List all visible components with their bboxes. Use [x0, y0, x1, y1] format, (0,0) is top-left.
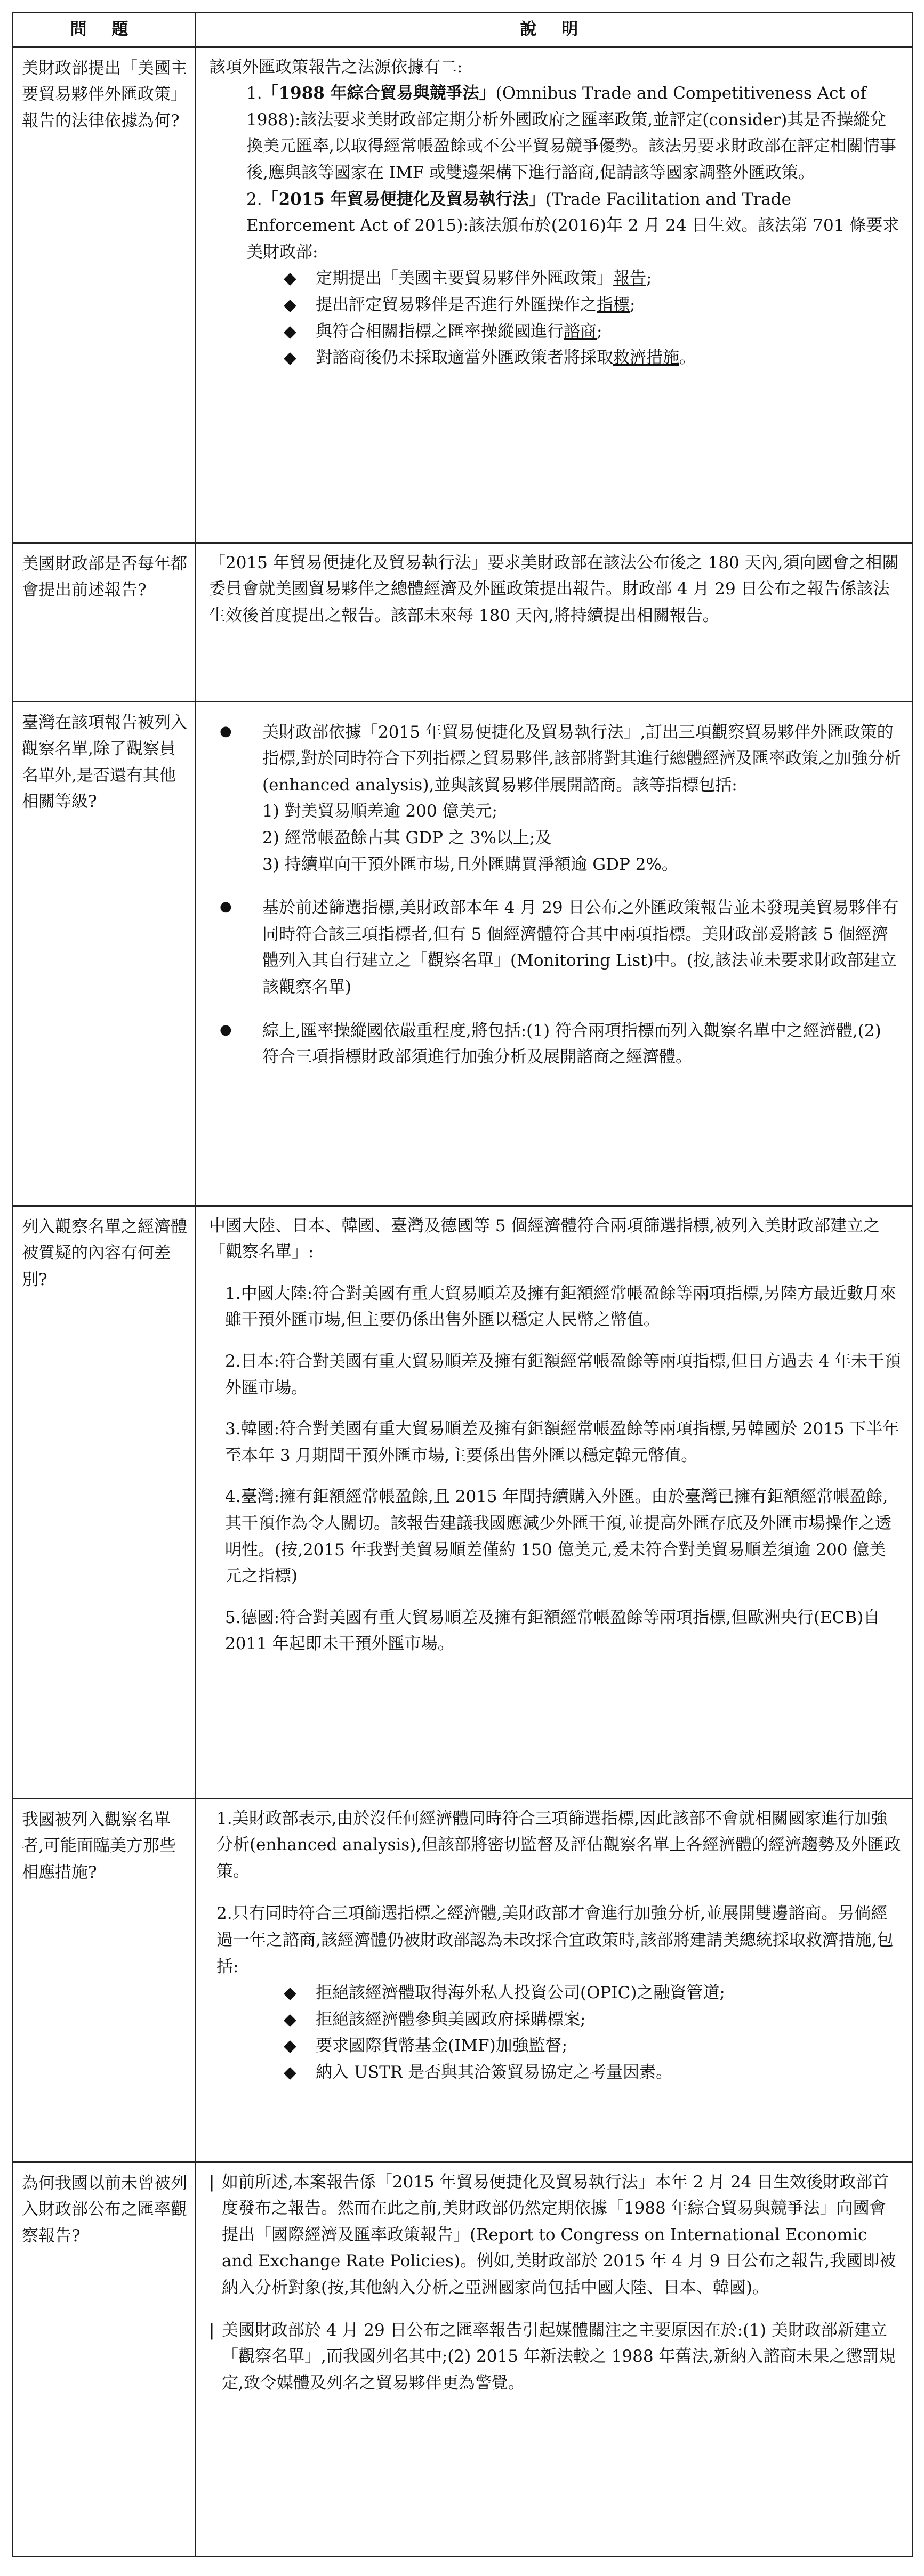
circle-bullet-icon: ● [220, 1021, 232, 1038]
answer-intro: 該項外匯政策報告之法源依據有二: [209, 57, 463, 77]
faq-sheet [12, 12, 912, 2557]
table-row [13, 47, 913, 543]
list-item: 1.中國大陸:符合對美國有重大貿易順差及擁有鉅額經常帳盈餘等兩項指標,另陸方最近數月來雖干預外匯市場,但主要仍係出售外匯以穩定人民幣之幣值。 [225, 1283, 896, 1330]
list-item: 2.日本:符合對美國有重大貿易順差及擁有鉅額經常帳盈餘等兩項指標,但日方過去 4 年未干預外匯市場。 [225, 1351, 901, 1398]
diamond-bullet-icon: ◆ [284, 2009, 296, 2029]
answer-cell [196, 701, 913, 1206]
list-item: ◆ 定期提出「美國主要貿易夥伴外匯政策」報告; [284, 265, 902, 292]
header-explanation: 說 明 [196, 13, 913, 47]
faq-table [12, 12, 913, 2557]
list-item: | 美國財政部於 4 月 29 日公布之匯率報告引起媒體關注之主要原因在於:(1) 美財政部新建立「觀察名單」,而我國列名其中;(2) 2015 年新法較之 1988 年舊法,新納入諮商未果之懲罰規定,致令媒體及列名之貿易夥伴更為警覺。 [209, 2317, 902, 2397]
answer-cell: 「2015 年貿易便捷化及貿易執行法」要求美財政部在該法公布後之 180 天內,須向國會之相關委員會就美國貿易夥伴之總體經濟及外匯政策提出報告。財政部 4 月 29 日公布之報告係該法生效後首度提出之報告。該部未來每 180 天內,將持續提出相關報告。 [196, 543, 913, 701]
legal-basis-2: 2.「2015 年貿易便捷化及貿易執行法」(Trade Facilitation and Trade Enforcement Act of 2015):該法頒布於(2016)年 2 月 24 日生效。該法第 701 條要求美財政部: [246, 189, 899, 262]
diamond-bullet-icon: ◆ [284, 2062, 296, 2082]
table-header-row [13, 13, 913, 47]
diamond-bullet-icon: ◆ [284, 295, 296, 314]
bar-marker-icon: | [209, 2172, 215, 2192]
answer-intro: 中國大陸、日本、韓國、臺灣及德國等 5 個經濟體符合兩項篩選指標,被列入美財政部建立之「觀察名單」: [209, 1216, 880, 1262]
table-row [13, 1798, 913, 2162]
circle-bullet-icon: ● [220, 899, 232, 915]
list-item: 4.臺灣:擁有鉅額經常帳盈餘,且 2015 年間持續購入外匯。由於臺灣已擁有鉅額經常帳盈餘,其干預作為令人關切。該報告建議我國應減少外匯干預,並提高外匯存底及外匯市場操作之透明性。(按,2015 年我對美貿易順差僅約 150 億美元,爰未符合對美貿易順差須逾 200 億美元之指標) [225, 1487, 891, 1586]
list-item: ◆ 要求國際貨幣基金(IMF)加強監督; [284, 2033, 902, 2060]
question-cell: 臺灣在該項報告被列入觀察名單,除了觀察員名單外,是否還有其他相關等級? [13, 701, 196, 1206]
diamond-bullet-icon: ◆ [284, 2036, 296, 2056]
bar-marker-icon: | [209, 2320, 215, 2340]
list-item: ● 基於前述篩選指標,美財政部本年 4 月 29 日公布之外匯政策報告並未發現美貿易夥伴有同時符合該三項指標者,但有 5 個經濟體符合其中兩項指標。美財政部爰將該 5 個經濟體列入其自行建立之「觀察名單」(Monitoring List)中。(按,該法並未要求財政部建立該觀察名單) [220, 895, 902, 1000]
list-item: ● 美財政部依據「2015 年貿易便捷化及貿易執行法」,訂出三項觀察貿易夥伴外匯政策的指標,對於同時符合下列指標之貿易夥伴,該部將對其進行總體經濟及匯率政策之加強分析(enhanced analysis),並與該貿易夥伴展開諮商。該等指標包括: 1) 對美貿易順差逾 200 億美元; 2) 經常帳盈餘占其 GDP 之 3%以上;及 3) 持續單向干預外匯市場,且外匯購買淨額逾 GDP 2%。 [220, 720, 902, 878]
question-cell: 我國被列入觀察名單者,可能面臨美方那些相應措施? [13, 1798, 196, 2162]
list-item: 3.韓國:符合對美國有重大貿易順差及擁有鉅額經常帳盈餘等兩項指標,另韓國於 2015 下半年至本年 3 月期間干預外匯市場,主要係出售外匯以穩定韓元幣值。 [225, 1419, 899, 1465]
list-item: ◆ 拒絕該經濟體參與美國政府採購標案; [284, 2007, 902, 2033]
list-item: ◆ 與符合相關指標之匯率操縱國進行諮商; [284, 319, 902, 345]
answer-cell: 1.美財政部表示,由於沒任何經濟體同時符合三項篩選指標,因此該部不會就相關國家進行加強分析(enhanced analysis),但該部將密切監督及評估觀察名單上各經濟體的經濟趨勢及外匯政策。 2.只有同時符合三項篩選指標之經濟體,美財政部才會進行加強分析,並展開雙邊諮商。另倘經過一年之諮商,該經濟體仍被財政部認為未改採合宜政策時,該部將建請美總統採取救濟措施,包括: ◆ 拒絕該經濟體取得海外私人投資公司(OPIC)之融資管道; ◆ 拒絕該經濟體參與美國政府採購標案; ◆ 要求國際貨幣基金(IMF)加強監督; ◆ 納入 USTR 是否與其洽簽貿易協定之考量因素。 [196, 1798, 913, 2162]
question-cell: 美國財政部是否每年都會提出前述報告? [13, 543, 196, 701]
circle-bullet-icon: ● [220, 723, 232, 739]
answer-cell [196, 1206, 913, 1798]
list-item: ◆ 提出評定貿易夥伴是否進行外匯操作之指標; [284, 292, 902, 319]
list-item: ◆ 對諮商後仍未採取適當外匯政策者將採取救濟措施。 [284, 345, 902, 372]
table-row [13, 2162, 913, 2556]
table-row [13, 543, 913, 701]
diamond-bullet-icon: ◆ [284, 1983, 296, 2003]
answer-cell [196, 2162, 913, 2556]
legal-basis-1: 1.「1988 年綜合貿易與競爭法」(Omnibus Trade and Competitiveness Act of 1988):該法要求美財政部定期分析外國政府之匯率政策,並評定(consider)其是否操縱兌換美元匯率,以取得經常帳盈餘或不公平貿易競爭優勢。該法另要求財政部在評定相關情事後,應與該等國家在 IMF 或雙邊架構下進行諮商,促請該等國家調整外匯政策。 [246, 84, 896, 182]
list-item: ◆ 納入 USTR 是否與其洽簽貿易協定之考量因素。 [284, 2060, 902, 2086]
question-cell: 為何我國以前未曾被列入財政部公布之匯率觀察報告? [13, 2162, 196, 2556]
list-item: ◆ 拒絕該經濟體取得海外私人投資公司(OPIC)之融資管道; [284, 1980, 902, 2007]
list-item: 5.德國:符合對美國有重大貿易順差及擁有鉅額經常帳盈餘等兩項指標,但歐洲央行(ECB)自 2011 年起即未干預外匯市場。 [225, 1608, 880, 1654]
question-cell: 美財政部提出「美國主要貿易夥伴外匯政策」報告的法律依據為何? [13, 47, 196, 543]
table-row [13, 1206, 913, 1798]
table-row [13, 701, 913, 1206]
diamond-bullet-icon: ◆ [284, 269, 296, 288]
answer-cell [196, 47, 913, 543]
diamond-bullet-icon: ◆ [284, 348, 296, 368]
list-item: | 如前所述,本案報告係「2015 年貿易便捷化及貿易執行法」本年 2 月 24 日生效後財政部首度發布之報告。然而在此之前,美財政部仍然定期依據「1988 年綜合貿易與競爭法」向國會提出「國際經濟及匯率政策報告」(Report to Congress on International Economic and Exchange Rate Policies)。例如,美財政部於 2015 年 4 月 9 日公布之報告,我國即被納入分析對象(按,其他納入分析之亞洲國家尚包括中國大陸、日本、韓國)。 [209, 2169, 902, 2302]
question-cell: 列入觀察名單之經濟體被質疑的內容有何差別? [13, 1206, 196, 1798]
header-question: 問 題 [13, 13, 196, 47]
diamond-bullet-icon: ◆ [284, 321, 296, 341]
list-item: ● 綜上,匯率操縱國依嚴重程度,將包括:(1) 符合兩項指標而列入觀察名單中之經濟體,(2) 符合三項指標財政部須進行加強分析及展開諮商之經濟體。 [220, 1018, 902, 1071]
